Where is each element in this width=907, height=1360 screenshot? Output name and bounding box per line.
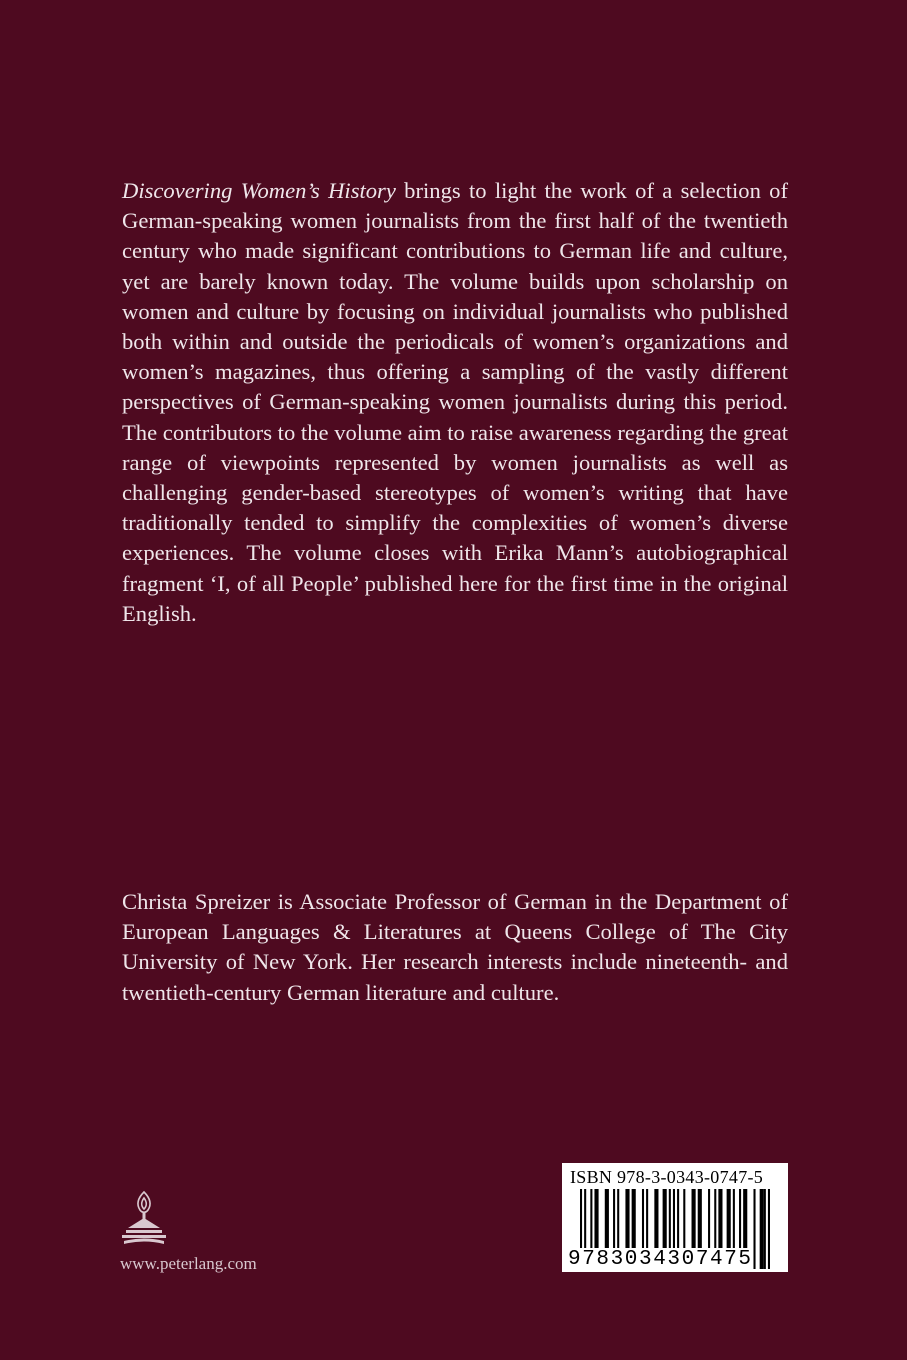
book-title: Discovering Women’s History: [122, 178, 396, 203]
isbn-label: ISBN 978-3-0343-0747-5: [570, 1167, 764, 1187]
author-bio-text: Christa Spreizer is Associate Professor of German in the Department of European Languages & Literatures at Queens College of The City University of New York. Her research interests include nineteenth- and twentieth-century German literature and culture.: [122, 889, 788, 1005]
publisher-url[interactable]: www.peterlang.com: [120, 1254, 257, 1273]
blurb-text: brings to light the work of a selection of German-speaking women journalists from the first half of the twentieth century who made significant contributions to German life and culture, yet are barely known today. The volume builds upon scholarship on women and culture by focusing on individual journalists who published both within and outside the periodicals of women’s organizations and women’s magazines, thus offering a sampling of the vastly different perspectives of German-speaking women journalists during this period. The contributors to the volume aim to raise awareness regarding the great range of viewpoints represented by women journalists as well as challenging gender-based stereotypes of women’s writing that have traditionally tended to simplify the complexities of women’s diverse experiences. The volume closes with Erika Mann’s autobiographical fragment ‘I, of all People’ published here for the first time in the original English.: [122, 178, 788, 626]
peter-lang-tree-icon: [118, 1188, 170, 1250]
ean-digits: 9783034307475: [568, 1248, 753, 1271]
isbn-barcode: [562, 1163, 788, 1272]
blurb-paragraph: [122, 176, 788, 629]
author-bio: [122, 887, 788, 1008]
